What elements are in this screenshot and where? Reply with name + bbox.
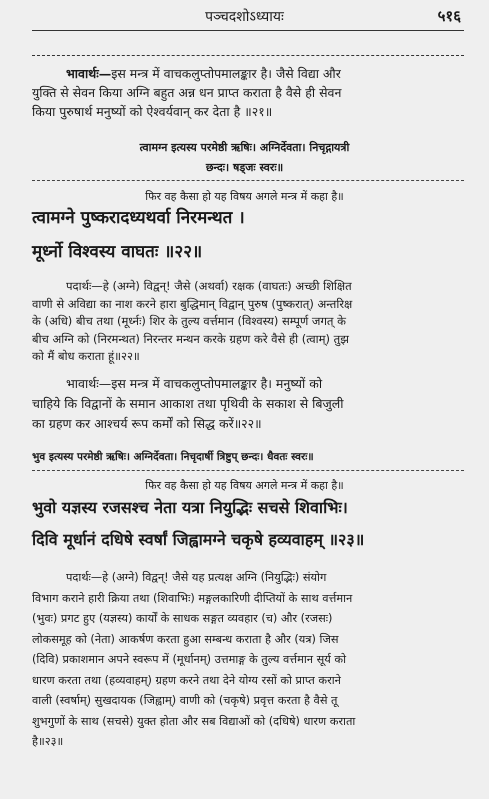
rishi-line-2: भुव इत्यस्य परमेष्ठी ऋषिः। अग्निर्देवता। निचृदार्षी त्रिष्टुप् छन्दः। धैवतः स्वरः॥ — [32, 451, 314, 463]
mantra-line: मूर्ध्नो विश्वस्य वाघतः ॥२२॥ — [32, 242, 203, 262]
padarth-line: बीच अग्नि को (निरमन्थत) निरन्तर मन्थन करके ग्रहण करे वैसे ही (त्वाम्) तुझ — [32, 331, 349, 346]
mantra-line: त्वामग्ने पुष्करादध्यथर्वा निरमन्थत । — [32, 208, 245, 228]
padarth-line: धारण करता तथा (हव्यवाहम्) ग्रहण करने तथा देने योग्य रसों को प्राप्त कराने — [32, 673, 341, 687]
page-number: ५१६ — [437, 7, 461, 25]
bhavarth-paragraph-1 — [32, 64, 462, 121]
padarth-line: पदार्थः—हे (अग्ने) विद्वन्! जैसे (अथर्वा) रक्षक (वाघतः) अच्छी शिक्षित — [66, 279, 352, 293]
padarth-line: को मैं बोध कराता हूं॥२२॥ — [32, 349, 140, 363]
intro-line-1: फिर वह कैसा हो यह विषय अगले मन्त्र में कहा है॥ — [145, 190, 344, 203]
intro-line-2: फिर वह कैसा हो यह विषय अगले मन्त्र में कहा है॥ — [145, 479, 344, 492]
header-dashed-rule — [32, 55, 464, 56]
padarth-line: वाली (स्वर्षाम्) सुखदायक (जिह्वाम्) वाणी को (चकृषे) प्रवृत्त करता है वैसे तू — [32, 694, 338, 707]
bhavarth-paragraph-2 — [32, 374, 466, 434]
mantra-1 — [32, 206, 462, 264]
padarth-line: विभाग कराने हारी क्रिया तथा (शिवाभिः) मङ्गलकारिणी दीप्तियों के साथ वर्त्तमान — [32, 591, 353, 605]
bhavarth-line: चाहिये कि विद्वानों के समान आकाश तथा पृथिवी के सकाश से बिजुली — [32, 396, 344, 411]
padarth-line: शुभगुणों के साथ (सचसे) युक्त होता और सब विद्याओं को (दधिषे) धारण कराता — [32, 714, 356, 728]
chhand-line-1: छन्दः। षड्जः स्वरः॥ — [205, 161, 284, 174]
bhavarth-line: इस मन्त्र में वाचकलुप्तोपमालङ्कार है। जैसे विद्या और — [111, 66, 341, 81]
padarth-paragraph-2 — [32, 568, 466, 753]
header-rule — [32, 30, 464, 31]
bhavarth-label: भावार्थः— — [66, 66, 112, 81]
mantra-line: दिवि मूर्धानं दधिषे स्वर्षां जिह्वामग्ने चकृषे हव्यवाहम् ॥२३॥ — [32, 530, 365, 549]
mantra-line: भुवो यज्ञस्य रजसश्च नेता यत्रा नियुद्भिः सचसे शिवाभिः। — [32, 498, 348, 517]
chapter-title: पञ्चदशोऽध्यायः — [205, 9, 284, 25]
padarth-line: पदार्थः—हे (अग्ने) विद्वन्! जैसे यह प्रत्यक्ष अग्नि (नियुद्भिः) संयोग — [66, 571, 327, 584]
mantra-2 — [32, 496, 462, 552]
padarth-line: के (अधि) बीच तथा (मूर्ध्नः) शिर के तुल्य वर्त्तमान (विश्वस्य) सम्पूर्ण जगत् के — [32, 314, 346, 328]
padarth-line: (दिवि) प्रकाशमान अपने स्वरूप में (मूर्धानम्) उत्तमाङ्ग के तुल्य वर्त्तमान सूर्य को — [32, 653, 347, 666]
bhavarth-line: का ग्रहण कर आश्चर्य रूप कर्मों को सिद्ध करें॥२२॥ — [32, 416, 262, 431]
padarth-line: (भुवः) प्रगट हुए (यज्ञस्य) कार्यों के साधक सङ्गत व्यवहार (च) और (रजसः) — [32, 612, 333, 625]
section-dashed-rule — [32, 470, 464, 471]
bhavarth-line: युक्ति से सेवन किया अग्नि बहुत अन्न धन प्राप्त कराता है वैसे ही सेवन — [32, 85, 342, 100]
bhavarth-line: किया पुरुषार्थ मनुष्यों को ऐश्वर्यवान् कर देता है ॥२१॥ — [32, 104, 273, 119]
rishi-line-1: त्वामग्न इत्यस्य परमेष्ठी ऋषिः। अग्निर्देवता। निचृद्गायत्री — [139, 141, 350, 154]
page-header — [0, 0, 489, 40]
padarth-paragraph-1 — [32, 278, 466, 366]
bhavarth-line: भावार्थः—इस मन्त्र में वाचकलुप्तोपमालङ्कार है। मनुष्यों को — [66, 376, 323, 391]
padarth-line: वाणी से अविद्या का नाश करने हारा बुद्धिमान् विद्वान् पुरुष (पुष्करात्) अन्तरिक्ष — [32, 296, 353, 311]
section-dashed-rule — [32, 180, 464, 181]
padarth-line: है॥२३॥ — [32, 735, 64, 748]
padarth-line: लोकसमूह को (नेता) आकर्षण करता हुआ सम्बन्ध कराता है और (यत्र) जिस — [32, 632, 339, 646]
